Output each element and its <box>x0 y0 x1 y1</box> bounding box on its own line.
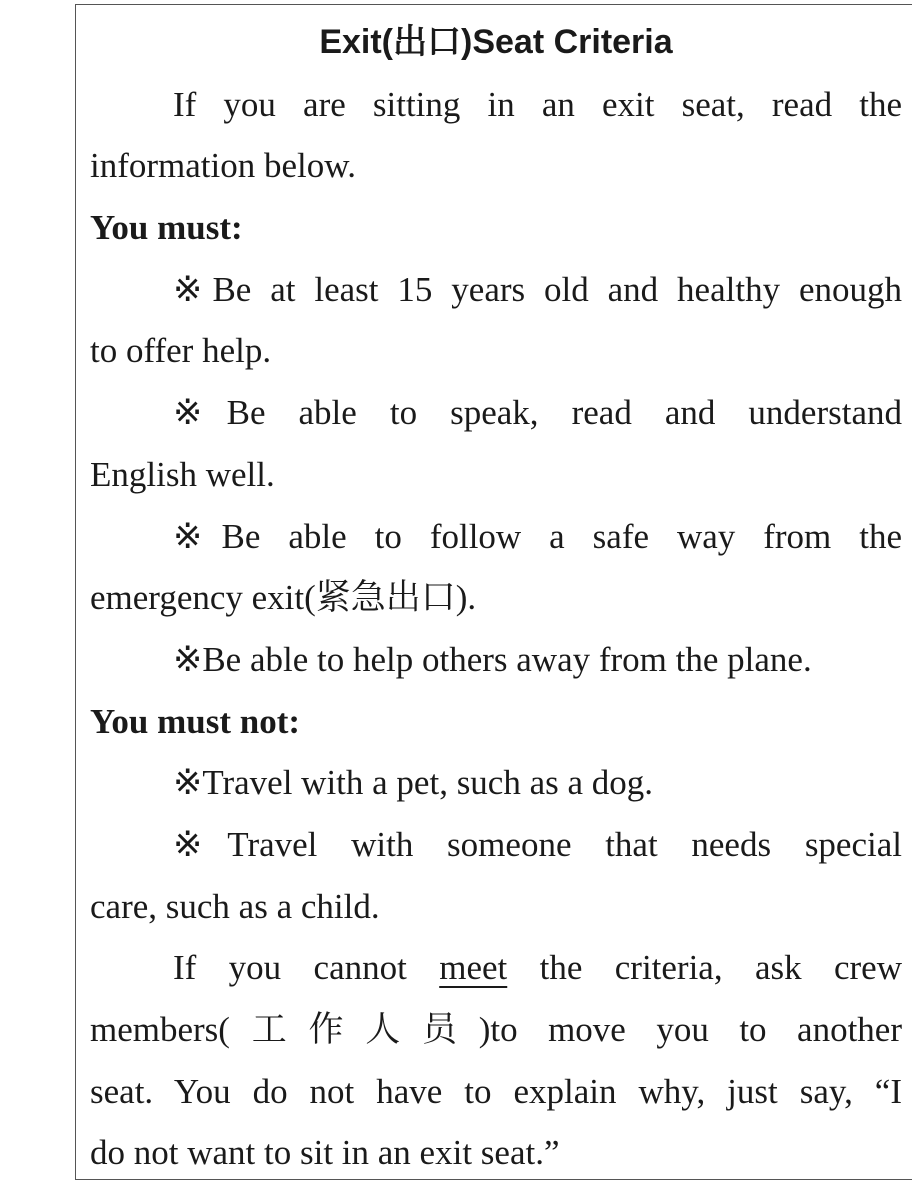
must-heading: You must: <box>90 208 243 248</box>
must-not-item-1-line-1: ※Travel with a pet, such as a dog. <box>173 763 654 803</box>
must-item-4-line-1: ※Be able to help others away from the plane. <box>173 639 812 679</box>
notice-content <box>90 12 902 1184</box>
closing-line-2: members(工作人员)to move you to another <box>90 1010 902 1049</box>
closing-line-4: do not want to sit in an exit seat.” <box>90 1133 560 1173</box>
must-item-3-line-2: emergency exit(紧急出口). <box>90 578 477 618</box>
underlined-word-meet: meet <box>439 948 508 988</box>
must-not-heading: You must not: <box>90 701 301 741</box>
closing-line-1-after: the criteria, ask crew <box>507 948 902 988</box>
must-item-1-line-1: ※Be at least 15 years old and healthy enough <box>173 269 902 309</box>
closing-line-1 <box>90 937 902 999</box>
must-item-2-line-2: English well. <box>90 454 275 494</box>
must-item-3-line-1: ※Be able to follow a safe way from the <box>173 516 902 556</box>
intro-line-2: information below. <box>90 146 357 186</box>
closing-line-1-before: If you cannot <box>173 948 440 988</box>
closing-line-3: seat. You do not have to explain why, just say, “I <box>90 1071 902 1111</box>
must-item-2-line-1: ※Be able to speak, read and understand <box>173 393 902 433</box>
must-item-1-line-2: to offer help. <box>90 331 272 371</box>
notice-title: Exit(出口)Seat Criteria <box>319 23 673 61</box>
must-not-item-2-line-1: ※Travel with someone that needs special <box>173 824 902 864</box>
must-not-item-2-line-2: care, such as a child. <box>90 886 380 926</box>
intro-line-1: If you are sitting in an exit seat, read the <box>173 84 902 124</box>
